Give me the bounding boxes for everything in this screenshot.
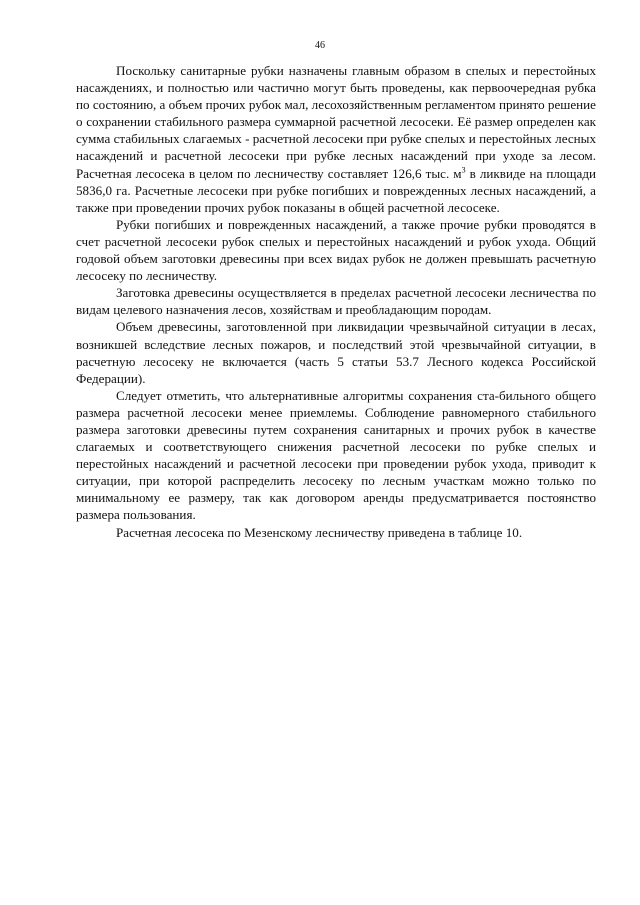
paragraph-1-text: Поскольку санитарные рубки назначены главным образом в спелых и перестойных насаждениях, и полностью или частично могут быть проведены, как первоочередная рубка по состоянию, а объем прочих рубок мал, лесохозяйственным регламентом принято решение о сохранении стабильного размера суммарной расчетной лесосеки. Её размер определен как сумма стабильных слагаемых - расчетной лесосеки при рубке спелых и перестойных лесных насаждений и расчетной лесосеки при рубке лесных насаждений при уходе за лесом. Расчетная лесосека в целом по лесничеству составляет 126,6 тыс. м (76, 63, 596, 181)
paragraph-2: Рубки погибших и поврежденных насаждений, а также прочие рубки проводятся в счет расчетной лесосеки рубок спелых и перестойных насаждений и рубок ухода. Общий годовой объем заготовки древесины при всех видах рубок не должен превышать расчетную лесосеку по лесничеству. (76, 216, 596, 284)
paragraph-1 (76, 62, 596, 216)
body-text (76, 62, 596, 541)
cubic-superscript: 3 (461, 165, 466, 175)
paragraph-3: Заготовка древесины осуществляется в пределах расчетной лесосеки лесничества по видам целевого назначения лесов, хозяйствам и преобладающим породам. (76, 285, 596, 318)
paragraph-4: Объем древесины, заготовленной при ликвидации чрезвычайной ситуации в лесах, возникшей вследствие лесных пожаров, и последствий этой чрезвычайной ситуации, в расчетную лесосеку не включается (часть 5 статьи 53.7 Лесного кодекса Российской Федерации). (76, 319, 596, 386)
paragraph-1-text-continued: в ликвиде на площади 5836,0 га. Расчетные лесосеки при рубке погибших и поврежденных лесных насаждений, а также при проведении прочих рубок показаны в общей расчетной лесосеке. (76, 165, 596, 215)
paragraph-6: Расчетная лесосека по Мезенскому лесничеству приведена в таблице 10. (116, 524, 523, 540)
page-number: 46 (315, 40, 325, 51)
paragraph-5: Следует отметить, что альтернативные алгоритмы сохранения ста-бильного общего размера расчетной лесосеки менее приемлемы. Соблюдение равномерного стабильного размера заготовки древесины путем сохранения санитарных и прочих рубок в качестве слагаемых и соответствующего снижения расчетной лесосеки по рубке спелых и перестойных насаждений и расчетной лесосеки при проведении рубок ухода, приводит к ситуации, при которой распределить лесосеку по лесным участкам можно только по минимальному ее размеру, так как договором аренды предусматривается постоянство размера пользования. (76, 387, 596, 523)
